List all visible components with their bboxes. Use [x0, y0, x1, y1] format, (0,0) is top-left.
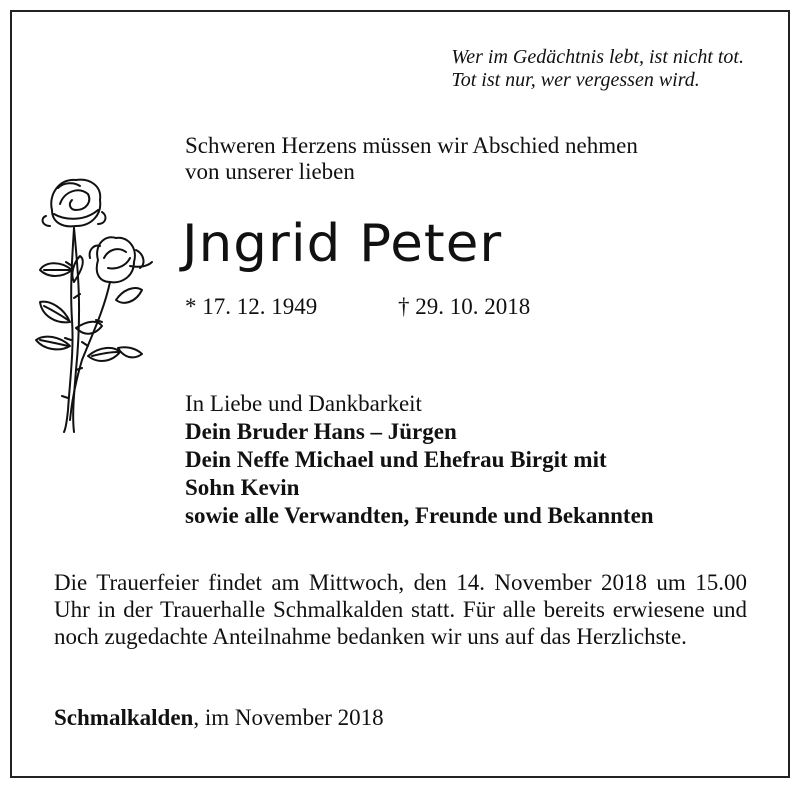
mourner-line: sowie alle Verwandten, Freunde und Bekannten [185, 503, 654, 528]
intro-line-2: von unserer lieben [185, 159, 355, 184]
birth-date: * 17. 12. 1949 [185, 294, 318, 319]
motto-line-2: Tot ist nur, wer vergessen wird. [451, 69, 700, 91]
motto-quote [451, 46, 744, 92]
closing-line [54, 704, 384, 732]
closing-place: Schmalkalden [54, 705, 194, 730]
life-dates [185, 293, 531, 321]
mourner-line: Dein Neffe Michael und Ehefrau Birgit mit [185, 447, 607, 472]
mourner-line: Sohn Kevin [185, 475, 300, 500]
deceased-name: Jngrid Peter [182, 214, 503, 274]
mourners-heading: In Liebe und Dankbarkeit [185, 391, 422, 416]
ceremony-notice: Die Trauerfeier findet am Mittwoch, den 14. November 2018 um 15.00 Uhr in der Trauerhalle Schmalkalden statt. Für alle bereits erwiesene und noch zugedachte Anteilnahme bedanken wir uns auf das Herzlichste. [54, 570, 747, 649]
rose-drawing-icon [30, 170, 155, 435]
intro-text [185, 133, 638, 185]
mourner-line: Dein Bruder Hans – Jürgen [185, 419, 457, 444]
motto-line-1: Wer im Gedächtnis lebt, ist nicht tot. [451, 46, 744, 68]
mourners-block [185, 390, 654, 530]
closing-date: , im November 2018 [193, 705, 384, 730]
death-date: † 29. 10. 2018 [398, 294, 531, 319]
intro-line-1: Schweren Herzens müssen wir Abschied nehmen [185, 133, 638, 158]
